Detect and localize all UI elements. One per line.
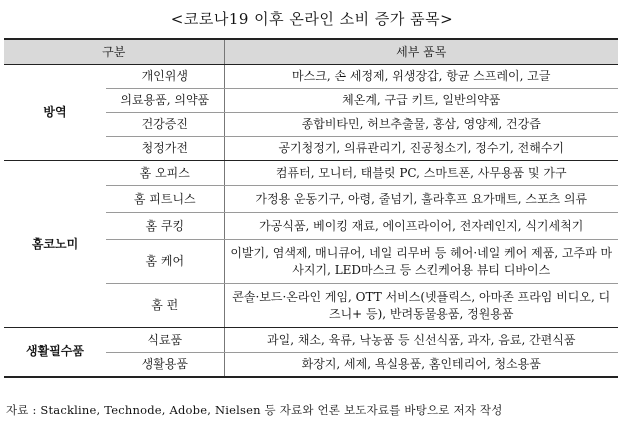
detail-cell: 가공식품, 베이킹 재료, 에이프라이어, 전자레인지, 식기세척기 — [224, 213, 618, 240]
detail-cell: 이발기, 염색제, 매니큐어, 네일 리무버 등 헤어·네일 케어 제품, 고주파 마사지기, LED마스크 등 스킨케어용 뷰티 디바이스 — [224, 240, 618, 284]
detail-cell: 종합비타민, 허브추출물, 홍삼, 영양제, 건강즙 — [224, 113, 618, 137]
subcategory-cell: 건강증진 — [106, 113, 224, 137]
detail-cell: 컴퓨터, 모니터, 태블릿 PC, 스마트폰, 사무용품 및 가구 — [224, 161, 618, 186]
table-header-row — [4, 39, 618, 65]
subcategory-cell: 식료품 — [106, 328, 224, 353]
detail-cell: 가정용 운동기구, 아령, 줄넘기, 훌라후프 요가매트, 스포츠 의류 — [224, 186, 618, 213]
subcategory-cell: 홈 피트니스 — [106, 186, 224, 213]
category-cell: 홈코노미 — [4, 161, 106, 328]
source-note: 자료 : Stackline, Technode, Adobe, Nielsen 등 자료와 언론 보도자료를 바탕으로 저자 작성 — [6, 403, 503, 417]
subcategory-cell: 홈 펀 — [106, 284, 224, 328]
table-row — [4, 328, 618, 353]
subcategory-cell: 홈 케어 — [106, 240, 224, 284]
subcategory-cell: 의료용품, 의약품 — [106, 89, 224, 113]
header-details: 세부 품목 — [224, 39, 618, 65]
detail-cell: 공기청정기, 의류관리기, 진공청소기, 정수기, 전해수기 — [224, 137, 618, 161]
detail-cell: 마스크, 손 세정제, 위생장갑, 항균 스프레이, 고글 — [224, 65, 618, 89]
header-category: 구분 — [4, 39, 224, 65]
category-cell: 방역 — [4, 65, 106, 161]
detail-cell: 콘솔·보드·온라인 게임, OTT 서비스(넷플릭스, 아마존 프라임 비디오, 디즈니+ 등), 반려동물용품, 정원용품 — [224, 284, 618, 328]
detail-cell: 체온계, 구급 키트, 일반의약품 — [224, 89, 618, 113]
subcategory-cell: 홈 오피스 — [106, 161, 224, 186]
subcategory-cell: 청정가전 — [106, 137, 224, 161]
detail-cell: 화장지, 세제, 욕실용품, 홈인테리어, 청소용품 — [224, 353, 618, 377]
consumption-items-table — [4, 38, 618, 378]
subcategory-cell: 홈 쿠킹 — [106, 213, 224, 240]
document-title: <코로나19 이후 온라인 소비 증가 품목> — [170, 10, 454, 28]
subcategory-cell: 개인위생 — [106, 65, 224, 89]
category-cell: 생활필수품 — [4, 328, 106, 377]
subcategory-cell: 생활용품 — [106, 353, 224, 377]
table-row — [4, 65, 618, 89]
table-row — [4, 161, 618, 186]
detail-cell: 과일, 채소, 육류, 낙농품 등 신선식품, 과자, 음료, 간편식품 — [224, 328, 618, 353]
